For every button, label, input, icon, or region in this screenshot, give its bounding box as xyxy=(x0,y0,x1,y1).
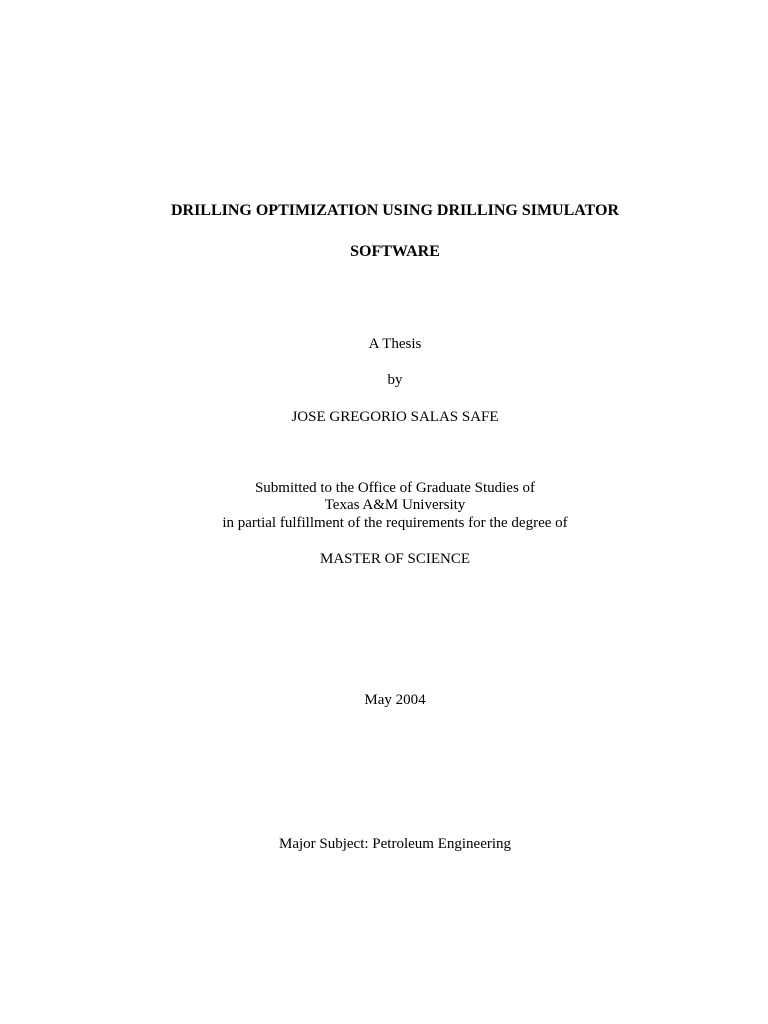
degree-name: MASTER OF SCIENCE xyxy=(319,551,471,567)
major-subject: Major Subject: Petroleum Engineering xyxy=(278,836,512,852)
thesis-title-line-1: DRILLING OPTIMIZATION USING DRILLING SIMULATOR xyxy=(170,202,620,219)
by-label: by xyxy=(387,372,403,388)
submission-line-3: in partial fulfillment of the requirements for the degree of xyxy=(222,515,568,531)
author-name: JOSE GREGORIO SALAS SAFE xyxy=(291,409,499,425)
submission-line-2: Texas A&M University xyxy=(324,497,466,513)
thesis-title-line-2: SOFTWARE xyxy=(350,243,440,260)
document-type: A Thesis xyxy=(368,336,422,352)
submission-line-1: Submitted to the Office of Graduate Studies of xyxy=(254,480,536,496)
submission-date: May 2004 xyxy=(364,692,426,708)
